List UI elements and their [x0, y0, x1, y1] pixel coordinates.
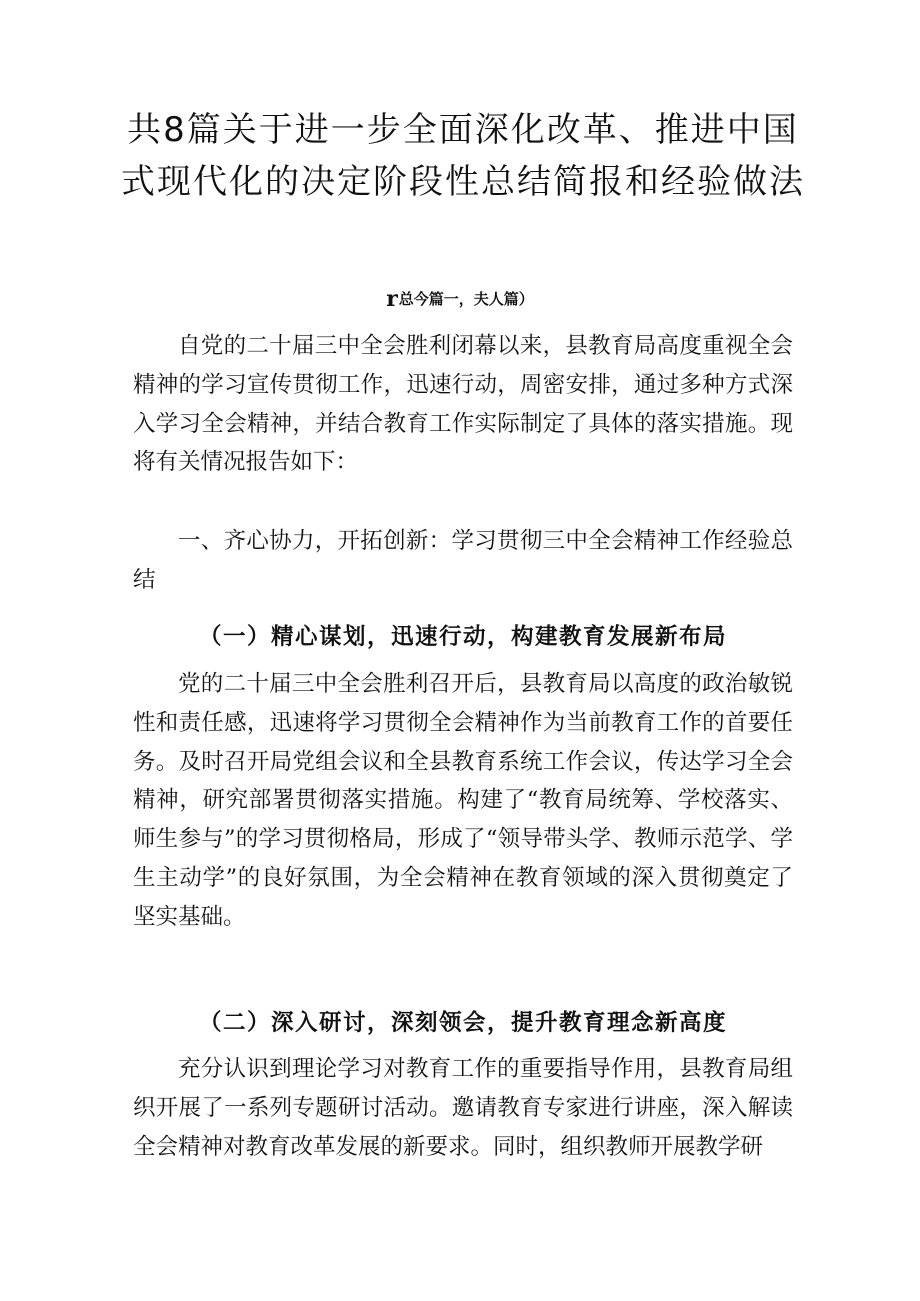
subsection-one-heading: （一）精心谋划，迅速行动，构建教育发展新布局: [198, 624, 727, 650]
paragraph-subsection-two: 充分认识到理论学习对教育工作的重要指导作用，县教育局组织开展了一系列专题研讨活动。邀请教育专家进行讲座，深入解读全会精神对教育改革发展的新要求。同时，组织教师开展教学研: [133, 1056, 793, 1160]
document-title: 共8篇关于进一步全面深化改革、推进中国式现代化的决定阶段性总结简报和经验做法: [121, 110, 805, 202]
paragraph-intro: 自党的二十届三中全会胜利闭幕以来，县教育局高度重视全会精神的学习宣传贯彻工作，迅速行动，周密安排，通过多种方式深入学习全会精神，并结合教育工作实际制定了具体的落实措施。现将有关情况报告如下：: [133, 333, 793, 476]
section-one-heading: 一、齐心协力，开拓创新：学习贯彻三中全会精神工作经验总结: [133, 528, 793, 593]
subtitle-text: 总今篇一，夫人篇）: [398, 290, 534, 308]
subtitle-mark: r: [386, 286, 398, 312]
document-subtitle: [0, 287, 920, 311]
paragraph-subsection-one: 党的二十届三中全会胜利召开后，县教育局以高度的政治敏锐性和责任感，迅速将学习贯彻全会精神作为当前教育工作的首要任务。及时召开局党组会议和全县教育系统工作会议，传达学习全会精神，研究部署贯彻落实措施。构建了“教育局统筹、学校落实、师生参与”的学习贯彻格局，形成了“领导带头学、教师示范学、学生主动学”的良好氛围，为全会精神在教育领域的深入贯彻奠定了坚实基础。: [133, 671, 793, 930]
subsection-two-heading: （二）深入研讨，深刻领会，提升教育理念新高度: [198, 1010, 727, 1036]
